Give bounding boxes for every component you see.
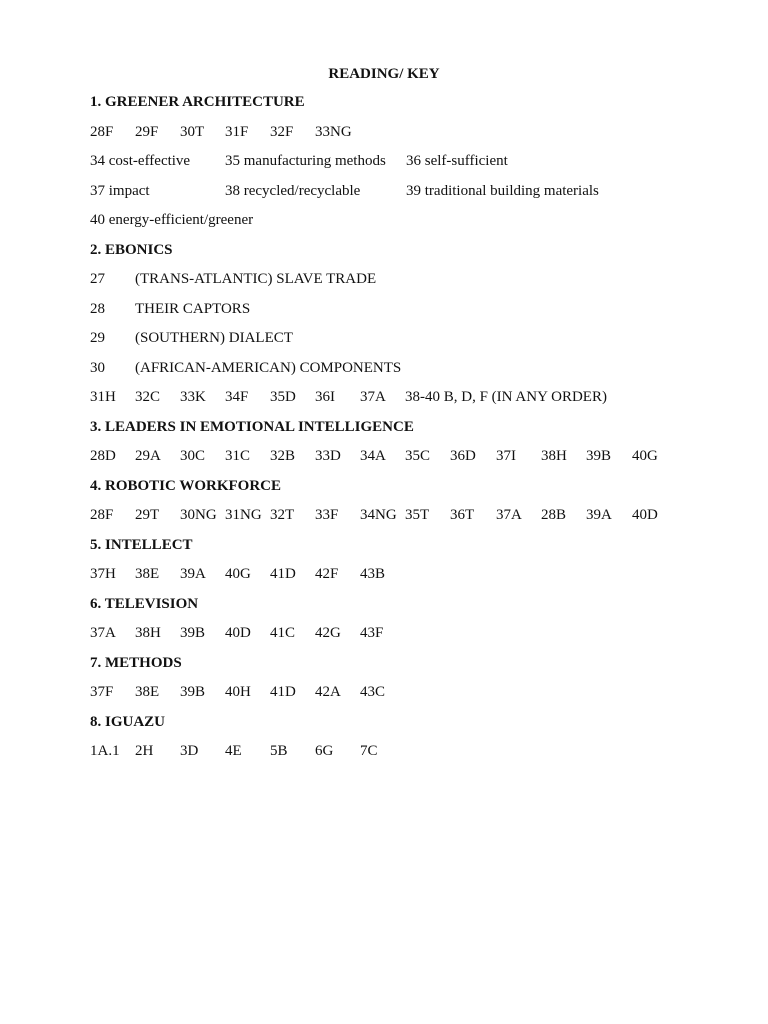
section-heading: 2. EBONICS — [90, 241, 173, 258]
answer-cell: 42A — [315, 684, 341, 700]
answer-row — [0, 505, 768, 525]
answer-row — [0, 358, 768, 378]
answer-cell: 40 energy-efficient/greener — [90, 212, 254, 228]
answer-cell: 29F — [135, 123, 159, 140]
answer-cell: 40D — [225, 625, 251, 641]
answer-cell: 28F — [90, 507, 114, 523]
answer-cell: 33D — [315, 448, 341, 464]
answer-cell: 35 manufacturing methods — [225, 153, 386, 169]
answer-cell: 41D — [270, 566, 296, 582]
answer-row — [0, 151, 768, 171]
answer-cell: 31H — [90, 389, 116, 405]
answer-cell: 34NG — [360, 507, 397, 523]
section-heading: 7. METHODS — [90, 654, 182, 671]
answer-cell: 35T — [405, 507, 430, 523]
answer-cell: 38E — [135, 566, 160, 582]
answer-cell: 5B — [270, 743, 288, 759]
answer-cell: 37I — [496, 448, 516, 464]
answer-cell: 39B — [180, 625, 206, 641]
answer-row — [0, 328, 768, 348]
section-heading: 6. TELEVISION — [90, 595, 199, 612]
answer-cell: 41D — [270, 684, 296, 700]
section-heading: 1. GREENER ARCHITECTURE — [90, 94, 305, 110]
answer-cell: 6G — [315, 743, 334, 759]
answer-cell: 31F — [225, 123, 249, 140]
answer-cell: 38H — [135, 625, 161, 641]
answer-cell: 37A — [360, 389, 386, 405]
answer-cell: 32F — [270, 123, 294, 140]
answer-cell: 34A — [360, 448, 386, 464]
answer-cell: 33K — [180, 389, 206, 405]
answer-row — [0, 210, 768, 230]
answer-cell: 32C — [135, 389, 161, 405]
answer-cell: 32B — [270, 448, 296, 464]
answer-cell: 38H — [541, 448, 567, 464]
answer-row — [0, 623, 768, 643]
answer-cell: 29A — [135, 448, 161, 464]
answer-cell: 38 recycled/recyclable — [225, 182, 361, 199]
answer-cell: 39B — [586, 448, 612, 464]
answer-row — [0, 181, 768, 201]
answer-cell: 30C — [180, 448, 206, 464]
answer-cell: 36T — [450, 507, 475, 523]
answer-cell: 7C — [360, 743, 378, 759]
answer-cell: 28 — [90, 300, 105, 317]
answer-cell: 40D — [632, 507, 658, 523]
answer-cell: 35C — [405, 448, 431, 464]
answer-row — [0, 564, 768, 584]
answer-cell: THEIR CAPTORS — [135, 300, 251, 317]
answer-cell: 30 — [90, 359, 105, 376]
answer-cell: 40G — [225, 566, 251, 582]
answer-cell: (TRANS-ATLANTIC) SLAVE TRADE — [135, 271, 377, 287]
answer-cell: 37 impact — [90, 182, 150, 199]
answer-cell: 28D — [90, 448, 116, 464]
answer-cell: 3D — [180, 743, 199, 759]
answer-cell: 40G — [632, 448, 658, 464]
answer-cell: (SOUTHERN) DIALECT — [135, 330, 293, 346]
answer-cell: (AFRICAN-AMERICAN) COMPONENTS — [135, 359, 402, 376]
answer-cell: 42F — [315, 566, 339, 582]
answer-cell: 37A — [90, 625, 116, 641]
answer-cell: 41C — [270, 625, 296, 641]
page-title: READING/ KEY — [328, 66, 440, 82]
answer-cell: 31NG — [225, 507, 262, 523]
answer-cell: 39A — [586, 507, 612, 523]
answer-cell: 29 — [90, 330, 105, 346]
answer-cell: 37A — [496, 507, 522, 523]
answer-cell: 43F — [360, 625, 384, 641]
answer-cell: 42G — [315, 625, 341, 641]
answer-row — [0, 122, 768, 142]
answer-cell: 1A.1 — [90, 743, 120, 759]
answer-cell: 39 traditional building materials — [406, 182, 599, 199]
answer-cell: 39B — [180, 684, 206, 700]
answer-cell: 30NG — [180, 507, 217, 523]
answer-cell: 34F — [225, 389, 249, 405]
answer-cell: 38E — [135, 684, 160, 700]
answer-row — [0, 299, 768, 319]
answer-cell: 36I — [315, 389, 335, 405]
answer-cell: 43C — [360, 684, 386, 700]
answer-row — [0, 387, 768, 407]
answer-cell: 31C — [225, 448, 251, 464]
answer-cell: 43B — [360, 566, 386, 582]
answer-cell: 36D — [450, 448, 476, 464]
answer-cell: 36 self-sufficient — [406, 153, 508, 169]
answer-cell: 28F — [90, 123, 114, 140]
answer-cell: 2H — [135, 743, 154, 759]
answer-row — [0, 682, 768, 702]
answer-row — [0, 741, 768, 761]
answer-cell: 33F — [315, 507, 339, 523]
answer-row — [0, 269, 768, 289]
answer-cell: 35D — [270, 389, 296, 405]
answer-cell: 38-40 B, D, F (IN ANY ORDER) — [405, 389, 607, 405]
section-heading: 8. IGUAZU — [90, 713, 166, 730]
answer-cell: 30T — [180, 123, 205, 140]
answer-cell: 39A — [180, 566, 206, 582]
answer-cell: 37H — [90, 566, 116, 582]
answer-cell: 37F — [90, 684, 114, 700]
answer-cell: 34 cost-effective — [90, 153, 191, 169]
answer-cell: 40H — [225, 684, 251, 700]
section-heading: 4. ROBOTIC WORKFORCE — [90, 477, 281, 494]
answer-cell: 32T — [270, 507, 295, 523]
answer-cell: 27 — [90, 271, 105, 287]
answer-row — [0, 446, 768, 466]
answer-cell: 33NG — [315, 123, 352, 140]
answer-cell: 29T — [135, 507, 160, 523]
answer-cell: 28B — [541, 507, 567, 523]
section-heading: 3. LEADERS IN EMOTIONAL INTELLIGENCE — [90, 418, 414, 435]
answer-cell: 4E — [225, 743, 242, 759]
section-heading: 5. INTELLECT — [90, 536, 193, 553]
